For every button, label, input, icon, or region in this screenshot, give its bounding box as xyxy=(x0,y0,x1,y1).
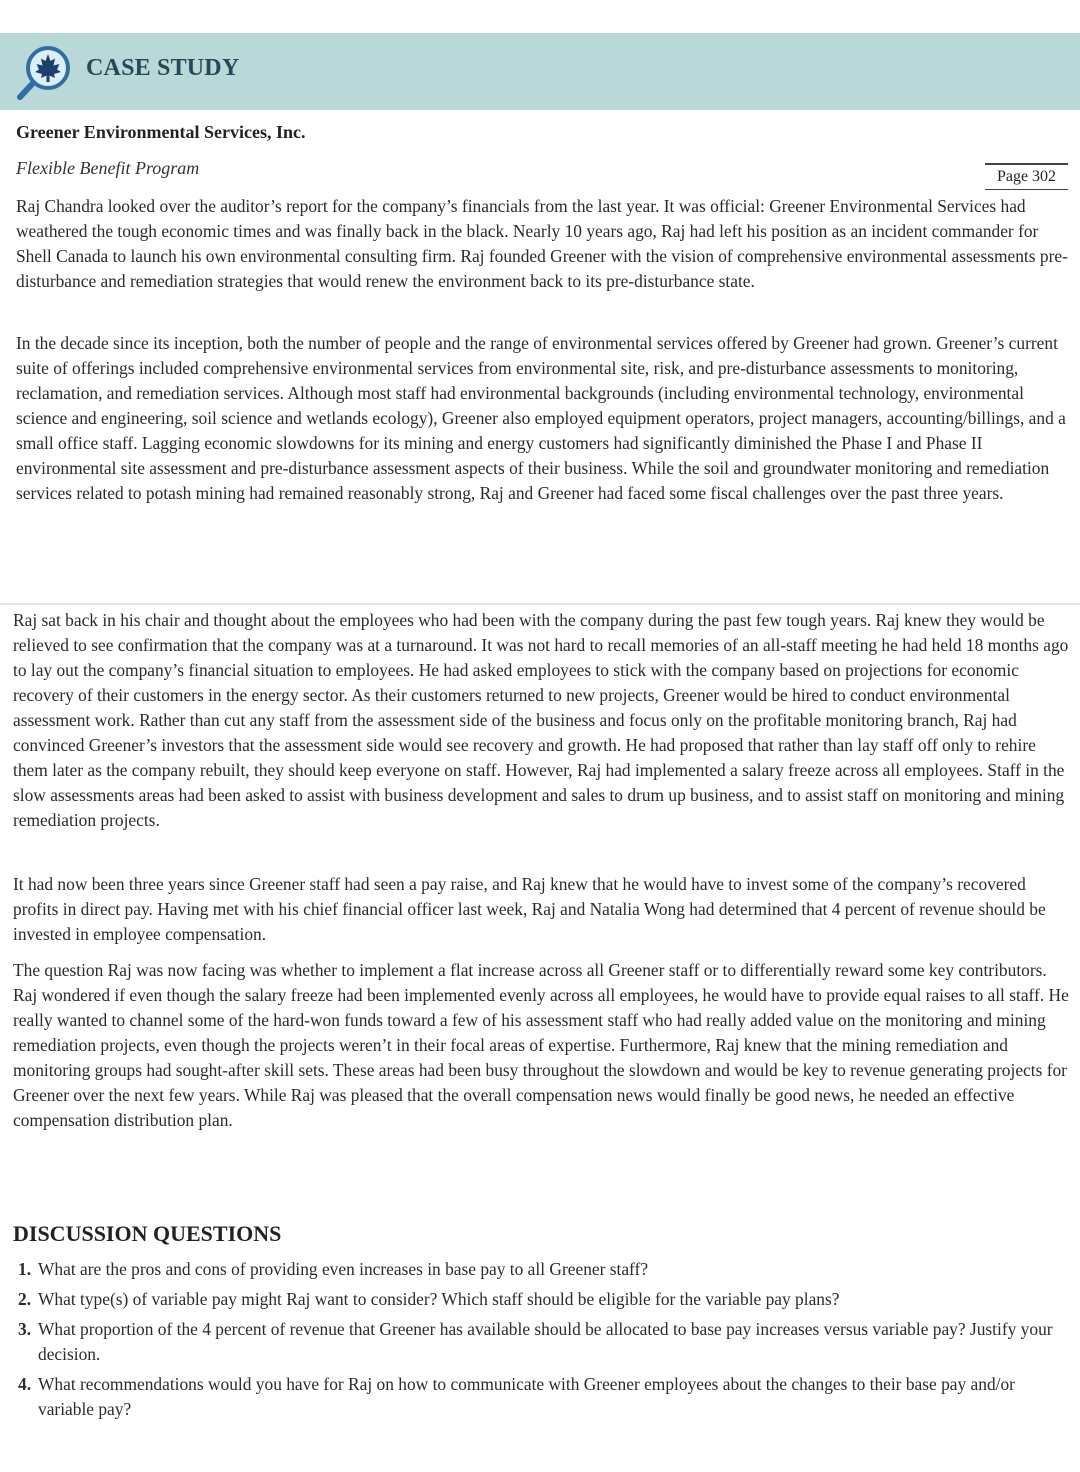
case-subtitle: Flexible Benefit Program xyxy=(16,158,200,178)
question-text: What type(s) of variable pay might Raj want to consider? Which staff should be eligible for the variable pay plans? xyxy=(38,1289,840,1309)
paragraph-3: Raj sat back in his chair and thought about the employees who had been with the company during the past few tough years. Raj knew they would be relieved to see confirmation that the company was at a turnaround. It was not hard to recall memories of an all-staff meeting he had held 18 months ago to lay out the company’s financial situation to employees. He had asked employees to stick with the company based on projections for economic recovery of their customers in the energy sector. As their customers returned to new projects, Greener would be hired to conduct environmental assessment work. Rather than cut any staff from the assessment side of the business and focus only on the profitable monitoring branch, Raj had convinced Greener’s investors that the assessment side would see recovery and growth. He had proposed that rather than lay staff off only to rehire them later as the company rebuilt, they should keep everyone on staff. However, Raj had implemented a salary freeze across all employees. Staff in the slow assessments areas had been asked to assist with business development and sales to drum up business, and to assist staff on monitoring and mining remediation projects. xyxy=(13,610,1069,830)
discussion-question xyxy=(18,1372,1063,1422)
question-number: 3. xyxy=(18,1319,32,1339)
discussion-heading: DISCUSSION QUESTIONS xyxy=(13,1221,282,1246)
question-number: 2. xyxy=(18,1289,32,1309)
case-study-banner xyxy=(0,33,1080,110)
discussion-question-list xyxy=(18,1257,1063,1427)
page-divider xyxy=(0,603,1080,605)
discussion-question xyxy=(18,1257,1063,1282)
question-text: What proportion of the 4 percent of revenue that Greener has available should be allocated to base pay increases versus variable pay? Justify your decision. xyxy=(38,1319,1053,1364)
paragraph-2: In the decade since its inception, both the number of people and the range of environmental services offered by Greener had grown. Greener’s current suite of offerings included comprehensive environmental services from environmental site, risk, and pre-disturbance assessments to monitoring, reclamation, and remediation services. Although most staff had environmental backgrounds (including environmental technology, environmental science and engineering, soil science and wetlands ecology), Greener also employed equipment operators, project managers, accounting/billings, and a small office staff. Lagging economic slowdowns for its mining and energy customers had significantly diminished the Phase I and Phase II environmental site assessment and pre-disturbance assessment aspects of their business. While the soil and groundwater monitoring and remediation services related to potash mining had remained reasonably strong, Raj and Greener had faced some fiscal challenges over the past three years. xyxy=(16,333,1066,503)
discussion-question xyxy=(18,1287,1063,1312)
case-study-label: CASE STUDY xyxy=(86,55,240,81)
paragraph-5: The question Raj was now facing was whether to implement a flat increase across all Greener staff or to differentially reward some key contributors. Raj wondered if even though the salary freeze had been implemented evenly across all employees, he would have to provide equal raises to all staff. He really wanted to channel some of the hard-won funds toward a few of his assessment staff who had really added value on the monitoring and mining remediation projects, even though the projects weren’t in their focal areas of expertise. Furthermore, Raj knew that the mining remediation and monitoring groups had sought-after skill sets. These areas had been busy throughout the slowdown and would be key to revenue generating projects for Greener over the next few years. While Raj was pleased that the overall compensation news would finally be good news, he needed an effective compensation distribution plan. xyxy=(13,960,1069,1130)
question-number: 1. xyxy=(18,1259,32,1279)
paragraph-4: It had now been three years since Greener staff had seen a pay raise, and Raj knew that he would have to invest some of the company’s recovered profits in direct pay. Having met with his chief financial officer last week, Raj and Natalia Wong had determined that 4 percent of revenue should be invested in employee compensation. xyxy=(13,874,1046,944)
discussion-question xyxy=(18,1317,1063,1367)
magnifier-maple-leaf-icon xyxy=(14,42,74,102)
question-number: 4. xyxy=(18,1374,32,1394)
case-title: Greener Environmental Services, Inc. xyxy=(16,122,306,142)
question-text: What recommendations would you have for Raj on how to communicate with Greener employees about the changes to their base pay and/or variable pay? xyxy=(38,1374,1015,1419)
paragraph-1: Raj Chandra looked over the auditor’s report for the company’s financials from the last year. It was official: Greener Environmental Services had weathered the tough economic times and was finally back in the black. Nearly 10 years ago, Raj had left his position as an incident commander for Shell Canada to launch his own environmental consulting firm. Raj founded Greener with the vision of comprehensive environmental assessments pre-disturbance and remediation strategies that would renew the environment back to its pre-disturbance state. xyxy=(16,196,1068,291)
page-number: Page 302 xyxy=(985,163,1068,190)
question-text: What are the pros and cons of providing even increases in base pay to all Greener staff? xyxy=(38,1259,649,1279)
